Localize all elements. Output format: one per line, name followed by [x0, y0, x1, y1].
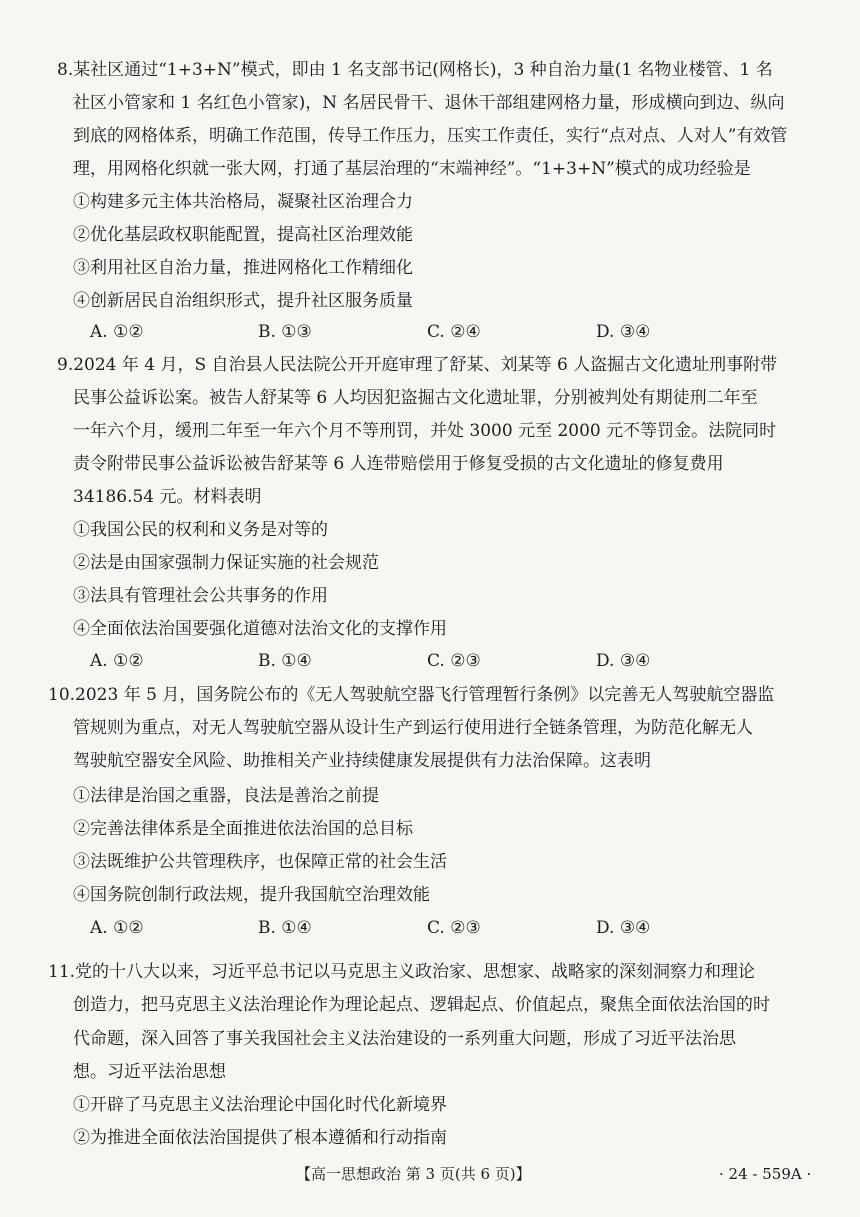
question-stem-line: 10.2023 年 5 月，国务院公布的《无人驾驶航空器飞行管理暂行条例》以完善无人驾驶航空器监: [48, 685, 775, 705]
question-stem-line: 11.党的十八大以来，习近平总书记以马克思主义政治家、思想家、战略家的深刻洞察力和理论: [48, 962, 756, 982]
option-d: D. ③④: [596, 651, 651, 671]
exam-code: · 24 - 559A ·: [719, 1165, 812, 1183]
option-c: C. ②③: [427, 918, 481, 938]
statement-item: ④全面依法治国要强化道德对法治文化的支撑作用: [73, 619, 447, 639]
question-stem-line: 9.2024 年 4 月，S 自治县人民法院公开开庭审理了舒某、刘某等 6 人盗掘古文化遗址刑事附带: [57, 355, 778, 375]
question-stem-line: 民事公益诉讼案。被告人舒某等 6 人均因犯盗掘古文化遗址罪，分别被判处有期徒刑二年至: [73, 388, 758, 408]
question-stem-line: 到底的网格体系，明确工作范围，传导工作压力，压实工作责任，实行“点对点、人对人”有效管: [73, 126, 788, 146]
question-stem-line: 责令附带民事公益诉讼被告舒某等 6 人连带赔偿用于修复受损的古文化遗址的修复费用: [73, 454, 724, 474]
statement-item: ②完善法律体系是全面推进依法治国的总目标: [73, 819, 413, 839]
question-stem-line: 创造力，把马克思主义法治理论作为理论起点、逻辑起点、价值起点，聚焦全面依法治国的时: [73, 995, 770, 1015]
statement-item: ②优化基层政权职能配置，提高社区治理效能: [73, 225, 413, 245]
statement-item: ④国务院创制行政法规，提升我国航空治理效能: [73, 885, 430, 905]
option-b: B. ①③: [258, 322, 312, 342]
statement-item: ④创新居民自治组织形式，提升社区服务质量: [73, 291, 413, 311]
statement-item: ①我国公民的权利和义务是对等的: [73, 520, 328, 540]
page-number-label: 【高一思想政治 第 3 页(共 6 页)】: [296, 1165, 531, 1183]
option-a: A. ①②: [90, 322, 144, 342]
question-stem-line: 理，用网格化织就一张大网，打通了基层治理的“末端神经”。“1+3+N”模式的成功经验是: [73, 159, 751, 179]
question-stem-line: 社区小管家和 1 名红色小管家)，N 名居民骨干、退休干部组建网格力量，形成横向到边、纵向: [73, 93, 785, 113]
statement-item: ③法具有管理社会公共事务的作用: [73, 586, 328, 606]
option-c: C. ②③: [427, 651, 481, 671]
question-stem-line: 想。习近平法治思想: [73, 1062, 226, 1082]
statement-item: ②法是由国家强制力保证实施的社会规范: [73, 553, 379, 573]
option-a: A. ①②: [90, 651, 144, 671]
question-stem-line: 管规则为重点，对无人驾驶航空器从设计生产到运行使用进行全链条管理，为防范化解无人: [73, 718, 753, 738]
question-stem-line: 驾驶航空器安全风险、助推相关产业持续健康发展提供有力法治保障。这表明: [73, 751, 651, 771]
option-c: C. ②④: [427, 322, 481, 342]
question-stem-line: 34186.54 元。材料表明: [73, 487, 262, 507]
question-stem-line: 一年六个月，缓刑二年至一年六个月不等刑罚，并处 3000 元至 2000 元不等罚金。法院同时: [73, 421, 777, 441]
statement-item: ③法既维护公共管理秩序，也保障正常的社会生活: [73, 852, 447, 872]
option-b: B. ①④: [258, 651, 312, 671]
statement-item: ②为推进全面依法治国提供了根本遵循和行动指南: [73, 1128, 447, 1148]
statement-item: ①构建多元主体共治格局，凝聚社区治理合力: [73, 192, 413, 212]
statement-item: ①开辟了马克思主义法治理论中国化时代化新境界: [73, 1095, 447, 1115]
question-stem-line: 8.某社区通过“1+3+N”模式，即由 1 名支部书记(网格长)，3 种自治力量(1 名物业楼管、1 名: [57, 60, 773, 80]
statement-item: ①法律是治国之重器，良法是善治之前提: [73, 786, 379, 806]
option-b: B. ①④: [258, 918, 312, 938]
option-d: D. ③④: [596, 918, 651, 938]
question-stem-line: 代命题，深入回答了事关我国社会主义法治建设的一系列重大问题，形成了习近平法治思: [73, 1029, 736, 1049]
statement-item: ③利用社区自治力量，推进网格化工作精细化: [73, 258, 413, 278]
option-a: A. ①②: [90, 918, 144, 938]
option-d: D. ③④: [596, 322, 651, 342]
